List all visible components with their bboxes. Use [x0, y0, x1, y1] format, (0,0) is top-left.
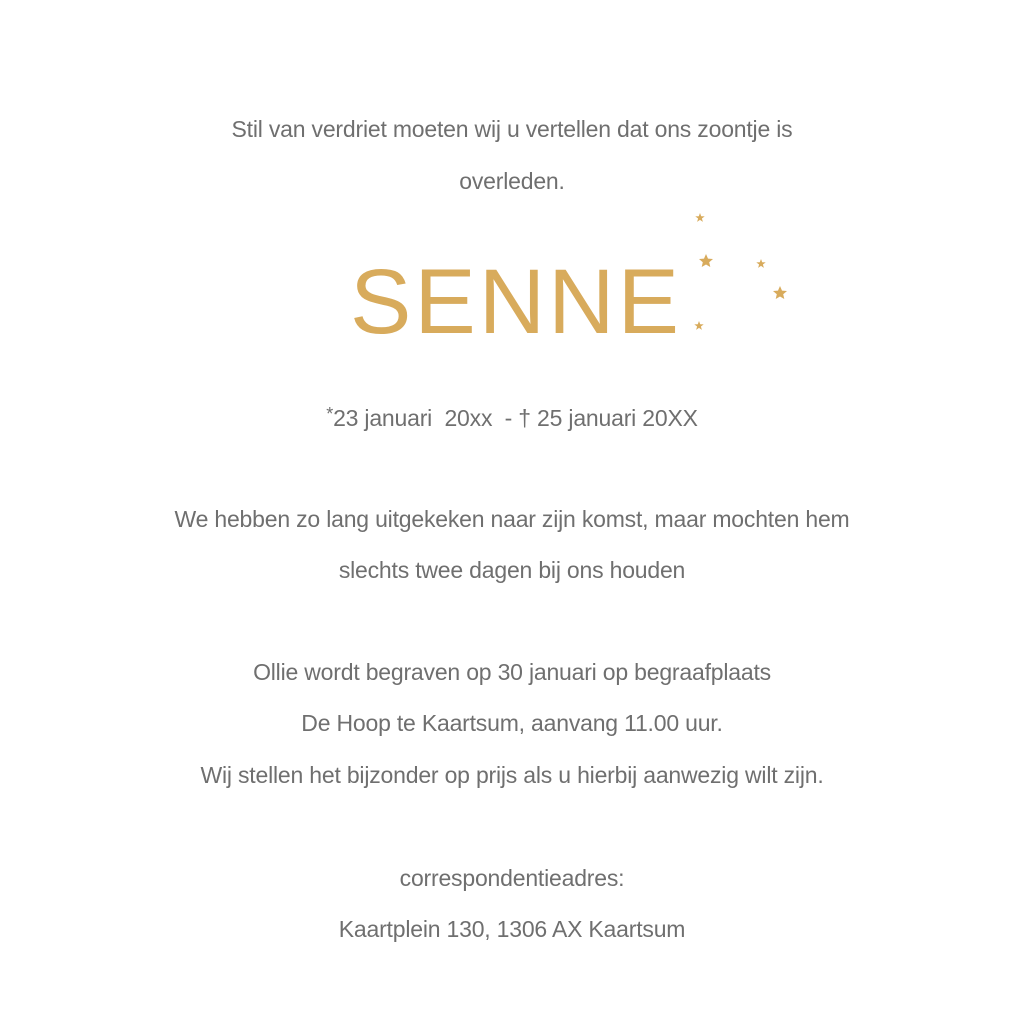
- funeral-line-1: Ollie wordt begraven op 30 januari op begraafplaats: [253, 659, 771, 685]
- star-icon: [756, 259, 765, 268]
- star-icon: [699, 254, 713, 267]
- star-icon: [773, 286, 787, 299]
- star-icon: [694, 321, 703, 330]
- funeral-line-3: Wij stellen het bijzonder op prijs als u hierbij aanwezig wilt zijn.: [200, 762, 824, 788]
- message-line-1: We hebben zo lang uitgekeken naar zijn komst, maar mochten hem: [174, 506, 850, 532]
- intro-line-1: Stil van verdriet moeten wij u vertellen dat ons zoontje is: [231, 116, 793, 142]
- child-name: SENNE: [350, 251, 682, 353]
- birth-symbol: *: [326, 404, 334, 424]
- intro-line-2: overleden.: [459, 168, 565, 194]
- star-cluster-icon: [680, 200, 800, 340]
- correspondence-label: correspondentieadres:: [399, 865, 625, 891]
- correspondence-address: Kaartplein 130, 1306 AX Kaartsum: [338, 916, 686, 942]
- star-icon: [695, 213, 704, 222]
- funeral-line-2: De Hoop te Kaartsum, aanvang 11.00 uur.: [301, 710, 723, 736]
- dates-text: 23 januari 20xx - † 25 januari 20XX: [333, 405, 698, 431]
- life-dates: [0, 399, 1024, 433]
- message-line-2: slechts twee dagen bij ons houden: [338, 557, 686, 583]
- stars-group: [694, 213, 787, 330]
